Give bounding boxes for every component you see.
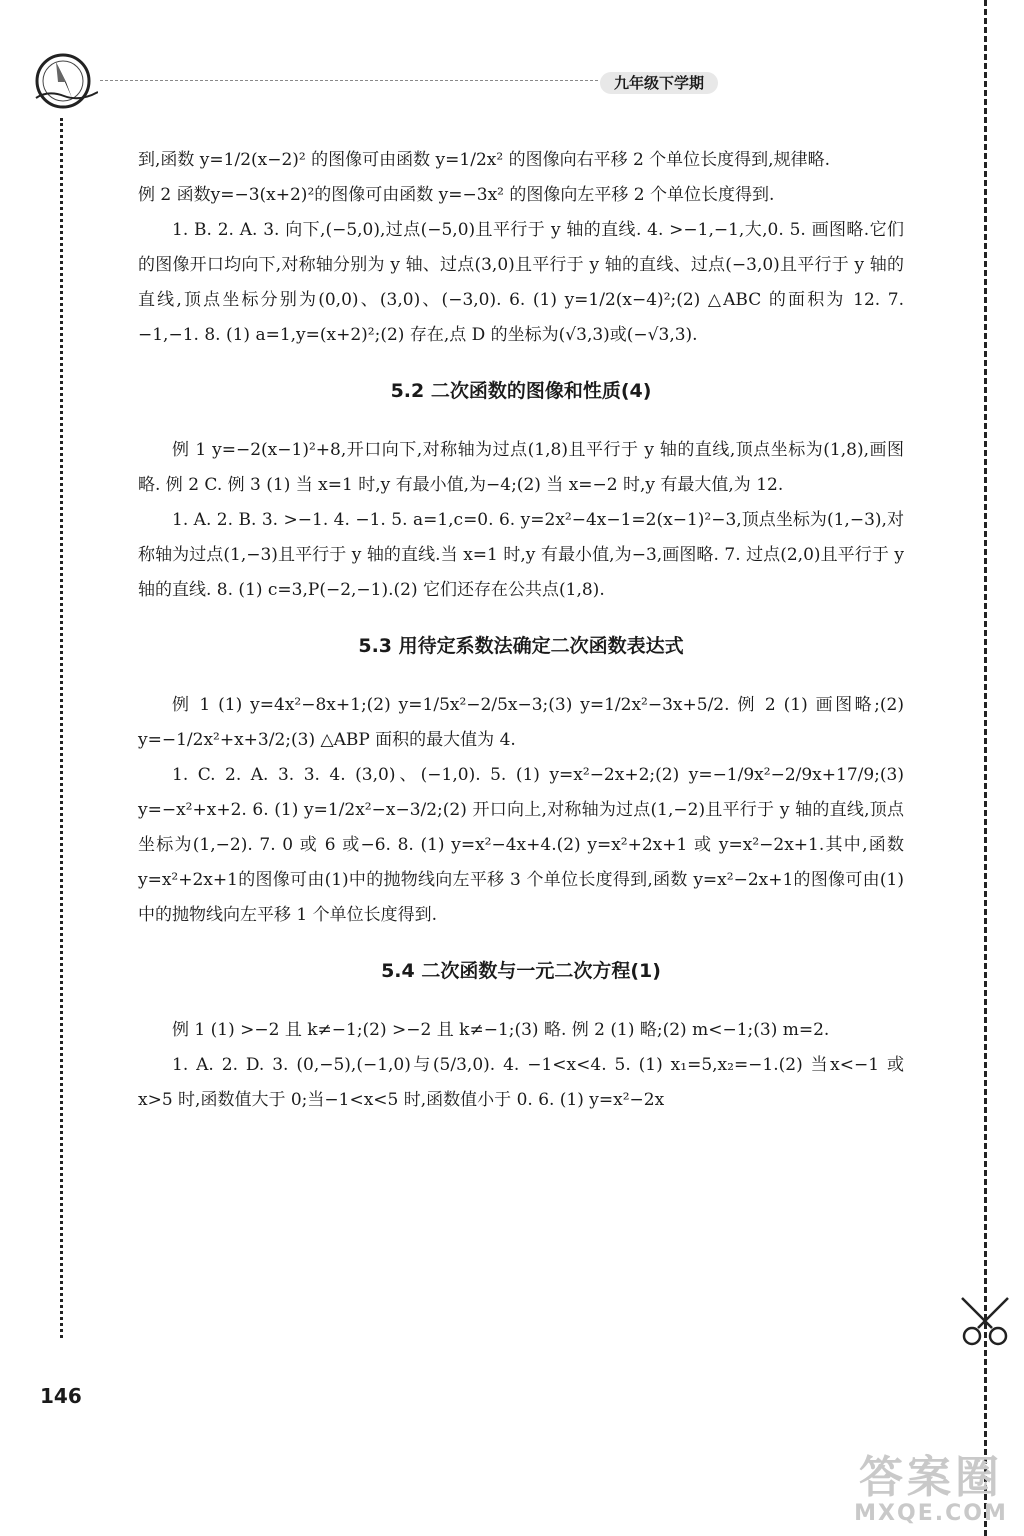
answer-paragraph: 1. A. 2. B. 3. >−1. 4. −1. 5. a=1,c=0. 6. y=2x²−4x−1=2(x−1)²−3,顶点坐标为(1,−3),对称轴为过点(1,−3)且平行于 y 轴的直线.当 x=1 时,y 有最小值,为−3,画图略. 7. 过点(2,0)且平行于 y 轴的直线. 8. (1) c=3,P(−2,−1).(2) 它们还存在公共点(1,8). [138, 510, 904, 600]
answer-paragraph: 1. A. 2. D. 3. (0,−5),(−1,0)与(5/3,0). 4. −1<x<4. 5. (1) x₁=5,x₂=−1.(2) 当x<−1 或 x>5 时,函数值大于 0;当−1<x<5 时,函数值小于 0. 6. (1) y=x²−2x [138, 1055, 904, 1110]
watermark [846, 1454, 1016, 1530]
answer-paragraph: 例 1 (1) >−2 且 k≠−1;(2) >−2 且 k≠−1;(3) 略. 例 2 (1) 略;(2) m<−1;(3) m=2. [172, 1020, 830, 1040]
answer-paragraph: 例 2 函数y=−3(x+2)²的图像可由函数 y=−3x² 的图像向左平移 2 个单位长度得到. [138, 185, 775, 205]
grade-label: 九年级下学期 [600, 72, 718, 94]
compass-logo-icon [28, 46, 98, 116]
section-title: 5.2 二次函数的图像和性质(4) [390, 380, 652, 402]
answer-paragraph: 到,函数 y=1/2(x−2)² 的图像可由函数 y=1/2x² 的图像向右平移 2 个单位长度得到,规律略. [138, 150, 830, 170]
section-title: 5.3 用待定系数法确定二次函数表达式 [358, 635, 684, 657]
scissors-icon [956, 1292, 1014, 1350]
section-title: 5.4 二次函数与一元二次方程(1) [381, 960, 661, 982]
header-rule [100, 80, 598, 81]
answer-paragraph: 例 1 (1) y=4x²−8x+1;(2) y=1/5x²−2/5x−3;(3) y=1/2x²−3x+5/2. 例 2 (1) 画图略;(2) y=−1/2x²+x+3/2;(3) △ABP 面积的最大值为 4. [138, 695, 904, 750]
binding-dotted-line [60, 118, 63, 1338]
answer-content [138, 143, 904, 1118]
watermark-text: 答案圈 [859, 1452, 1003, 1503]
answer-paragraph: 1. C. 2. A. 3. 3. 4. (3,0)、(−1,0). 5. (1) y=x²−2x+2;(2) y=−1/9x²−2/9x+17/9;(3) y=−x²+x+2. 6. (1) y=1/2x²−x−3/2;(2) 开口向上,对称轴为过点(1,−2)且平行于 y 轴的直线,顶点坐标为(1,−2). 7. 0 或 6 或−6. 8. (1) y=x²−4x+4.(2) y=x²+2x+1 或 y=x²−2x+1.其中,函数y=x²+2x+1的图像可由(1)中的抛物线向左平移 3 个单位长度得到,函数 y=x²−2x+1的图像可由(1)中的抛物线向左平移 1 个单位长度得到. [138, 765, 904, 925]
watermark-url: MXQE.COM [854, 1501, 1008, 1526]
page-header [0, 30, 1024, 120]
answer-paragraph: 例 1 y=−2(x−1)²+8,开口向下,对称轴为过点(1,8)且平行于 y 轴的直线,顶点坐标为(1,8),画图略. 例 2 C. 例 3 (1) 当 x=1 时,y 有最小值,为−4;(2) 当 x=−2 时,y 有最大值,为 12. [138, 440, 904, 495]
answer-paragraph: 1. B. 2. A. 3. 向下,(−5,0),过点(−5,0)且平行于 y 轴的直线. 4. >−1,−1,大,0. 5. 画图略.它们的图像开口均向下,对称轴分别为 y 轴、过点(3,0)且平行于 y 轴的直线、过点(−3,0)且平行于 y 轴的直线,顶点坐标分别为(0,0)、(3,0)、(−3,0). 6. (1) y=1/2(x−4)²;(2) △ABC 的面积为 12. 7. −1,−1. 8. (1) a=1,y=(x+2)²;(2) 存在,点 D 的坐标为(√3,3)或(−√3,3). [138, 220, 904, 345]
page-number: 146 [40, 1384, 82, 1408]
